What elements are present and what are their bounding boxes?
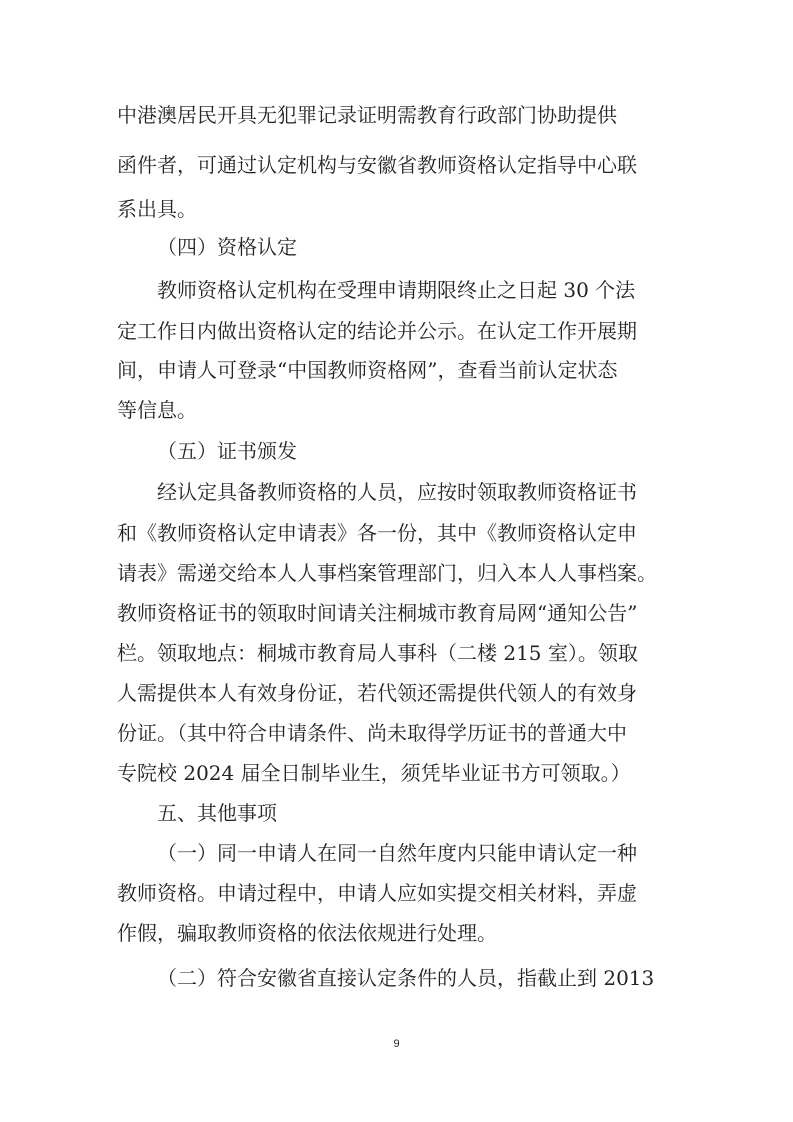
text-line-content: （二）符合安徽省直接认定条件的人员，指截止到 2013 xyxy=(157,966,655,990)
section-heading-content: （五）证书颁发 xyxy=(157,439,297,463)
text-line-content: 专院校 2024 届全日制毕业生，须凭毕业证书方可领取。） xyxy=(117,761,631,785)
text-line xyxy=(0,194,793,224)
text-line-content: 经认定具备教师资格的人员，应按时领取教师资格证书 xyxy=(157,480,637,504)
text-line-content: 份证。（其中符合申请条件、尚未取得学历证书的普通大中 xyxy=(117,721,627,745)
text-line xyxy=(0,758,793,788)
section-heading-content: 五、其他事项 xyxy=(157,801,277,825)
section-heading xyxy=(0,436,793,466)
text-line xyxy=(0,518,793,548)
text-line-content: 等信息。 xyxy=(117,398,197,422)
text-line-content: 人需提供本人有效身份证，若代领还需提供代领人的有效身 xyxy=(117,681,637,705)
text-line-content: 定工作日内做出资格认定的结论并公示。在认定工作开展期 xyxy=(117,319,637,343)
text-line xyxy=(0,395,793,425)
text-line-content: 函件者，可通过认定机构与安徽省教师资格认定指导中心联 xyxy=(117,153,637,177)
text-line-content: 教师资格。申请过程中，申请人应如实提交相关材料，弄虚 xyxy=(117,881,637,905)
text-line xyxy=(0,878,793,908)
text-line xyxy=(0,558,793,588)
section-heading xyxy=(0,232,793,262)
section-heading-content: （四）资格认定 xyxy=(157,235,297,259)
text-line-content: 教师资格认定机构在受理申请期限终止之日起 30 个法 xyxy=(157,278,636,302)
text-line-content: 间，申请人可登录“中国教师资格网”，查看当前认定状态 xyxy=(117,358,618,382)
text-line xyxy=(0,598,793,628)
text-line-content: 请表》需递交给本人人事档案管理部门，归入本人人事档案。 xyxy=(117,561,657,585)
text-line xyxy=(0,638,793,668)
text-line xyxy=(0,678,793,708)
text-line xyxy=(0,316,793,346)
text-line xyxy=(0,355,793,385)
text-line-content: （一）同一申请人在同一自然年度内只能申请认定一种 xyxy=(157,841,637,865)
section-heading xyxy=(0,798,793,828)
text-line-content: 作假，骗取教师资格的依法依规进行处理。 xyxy=(117,921,497,945)
text-line xyxy=(0,918,793,948)
text-line xyxy=(0,838,793,868)
text-line xyxy=(0,275,793,305)
text-line xyxy=(0,963,793,993)
text-line-content: 系出具。 xyxy=(117,197,197,221)
text-line xyxy=(0,477,793,507)
page-number: 9 xyxy=(393,1038,400,1050)
text-line xyxy=(0,150,793,180)
text-line-content: 栏。领取地点：桐城市教育局人事科（二楼 215 室）。领取 xyxy=(117,641,638,665)
text-line-content: 教师资格证书的领取时间请关注桐城市教育局网“通知公告” xyxy=(117,601,638,625)
text-line xyxy=(0,100,793,130)
text-line xyxy=(0,718,793,748)
text-line-content: 和《教师资格认定申请表》各一份，其中《教师资格认定申 xyxy=(117,521,637,545)
text-line-content: 中港澳居民开具无犯罪记录证明需教育行政部门协助提供 xyxy=(117,103,617,127)
